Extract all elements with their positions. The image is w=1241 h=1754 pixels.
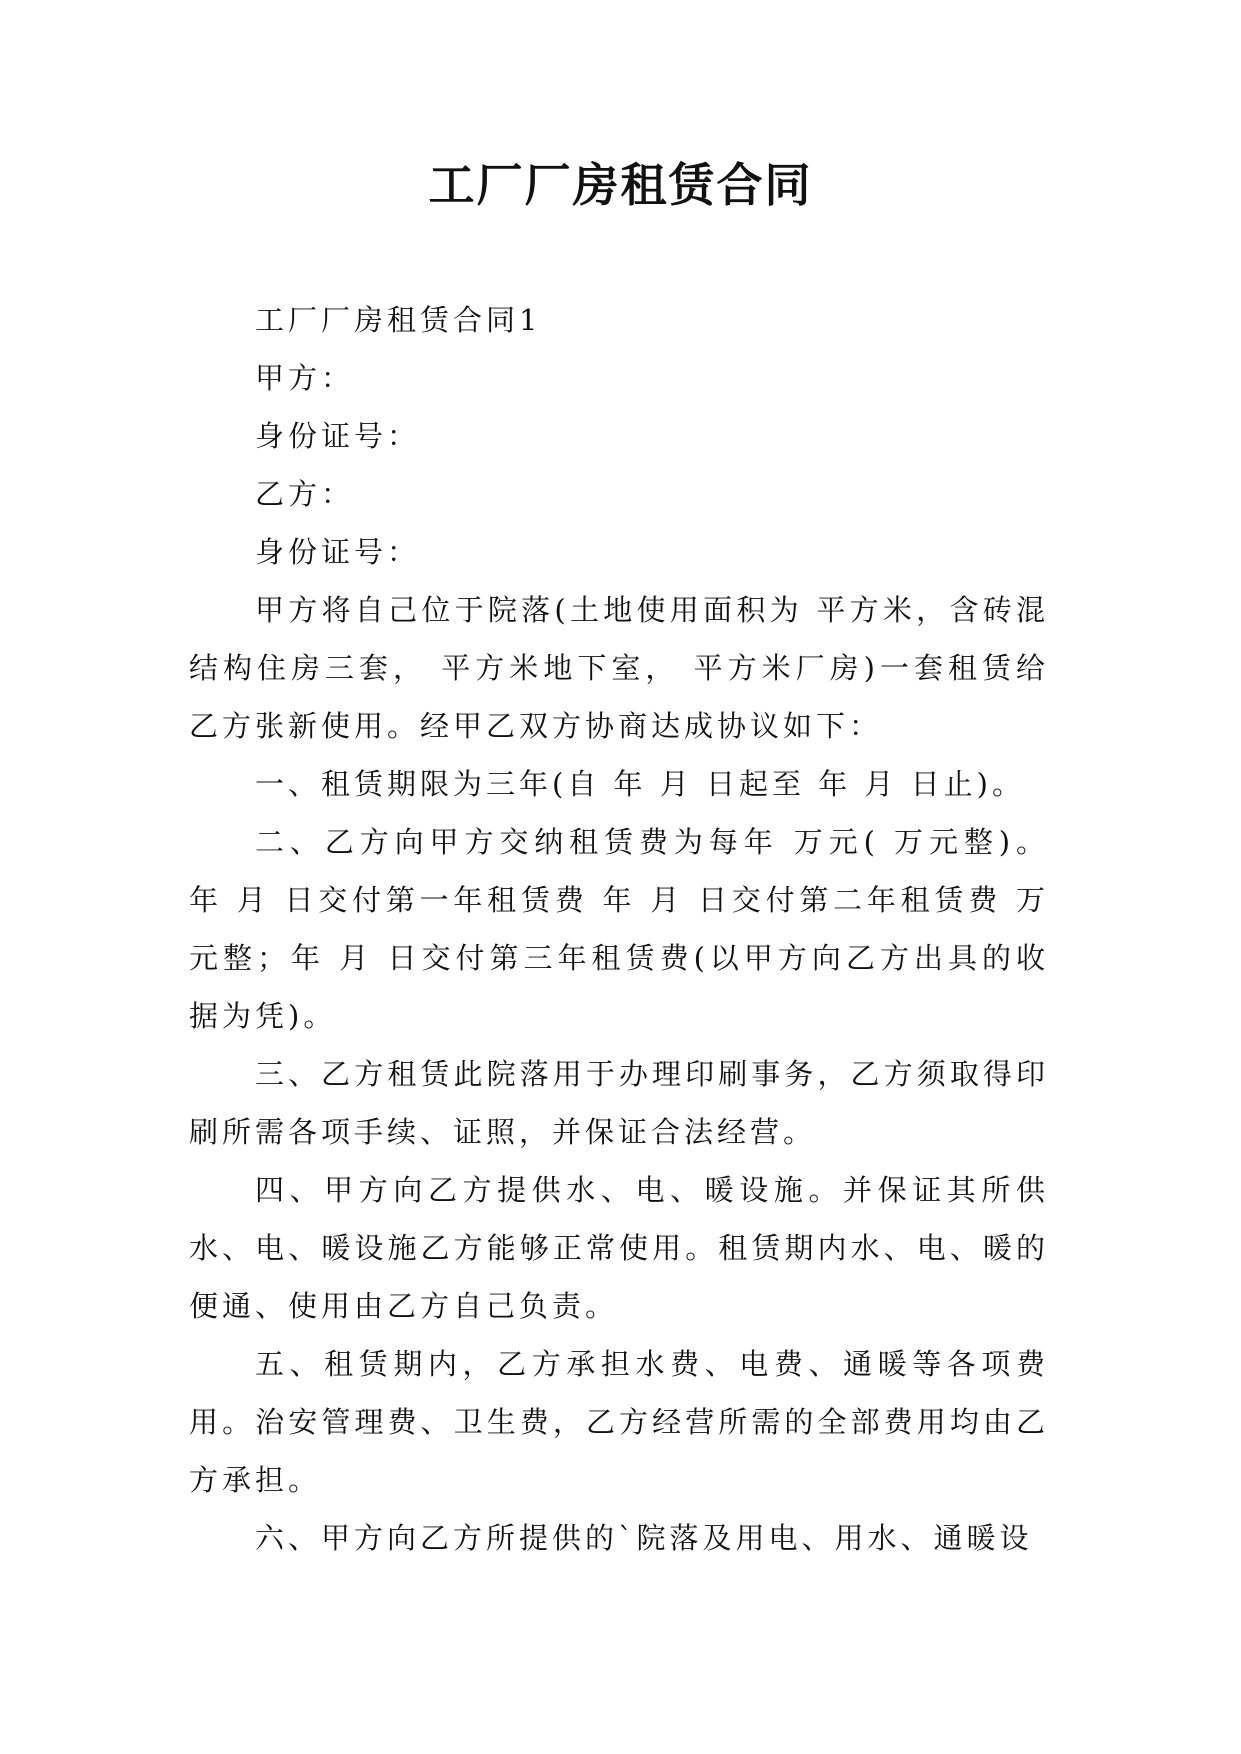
paragraph-clause-3: 三、乙方租赁此院落用于办理印刷事务，乙方须取得印刷所需各项手续、证照，并保证合法经营。	[189, 1057, 1049, 1149]
paragraph-clause-4: 四、甲方向乙方提供水、电、暖设施。并保证其所供水、电、暖设施乙方能够正常使用。租赁期内水、电、暖的便通、使用由乙方自己负责。	[189, 1173, 1049, 1323]
document-body	[189, 291, 1049, 1567]
paragraph-clause-2: 二、乙方向甲方交纳租赁费为每年 万元( 万元整)。 年 月 日交付第一年租赁费 年 月 日交付第二年租赁费 万元整；年 月 日交付第三年租赁费(以甲方向乙方出具的收据为凭)。	[189, 825, 1049, 1033]
paragraph-clause-5: 五、租赁期内，乙方承担水费、电费、通暖等各项费用。治安管理费、卫生费，乙方经营所需的全部费用均由乙方承担。	[189, 1347, 1049, 1497]
paragraph-intro: 甲方将自己位于院落(土地使用面积为 平方米，含砖混结构住房三套， 平方米地下室， 平方米厂房)一套租赁给乙方张新使用。经甲乙双方协商达成协议如下：	[189, 593, 1049, 743]
paragraph-party-b-id: 身份证号：	[255, 535, 421, 569]
document-title: 工厂厂房租赁合同	[428, 158, 813, 212]
paragraph-clause-1: 一、租赁期限为三年(自 年 月 日起至 年 月 日止)。	[255, 767, 1025, 801]
paragraph-clause-6: 六、甲方向乙方所提供的`院落及用电、用水、通暖设	[255, 1521, 1033, 1555]
paragraph-party-a-id: 身份证号：	[255, 419, 421, 453]
paragraph-party-b: 乙方：	[255, 477, 355, 511]
paragraph-party-a: 甲方：	[255, 361, 355, 395]
paragraph-heading: 工厂厂房租赁合同1	[255, 303, 542, 337]
